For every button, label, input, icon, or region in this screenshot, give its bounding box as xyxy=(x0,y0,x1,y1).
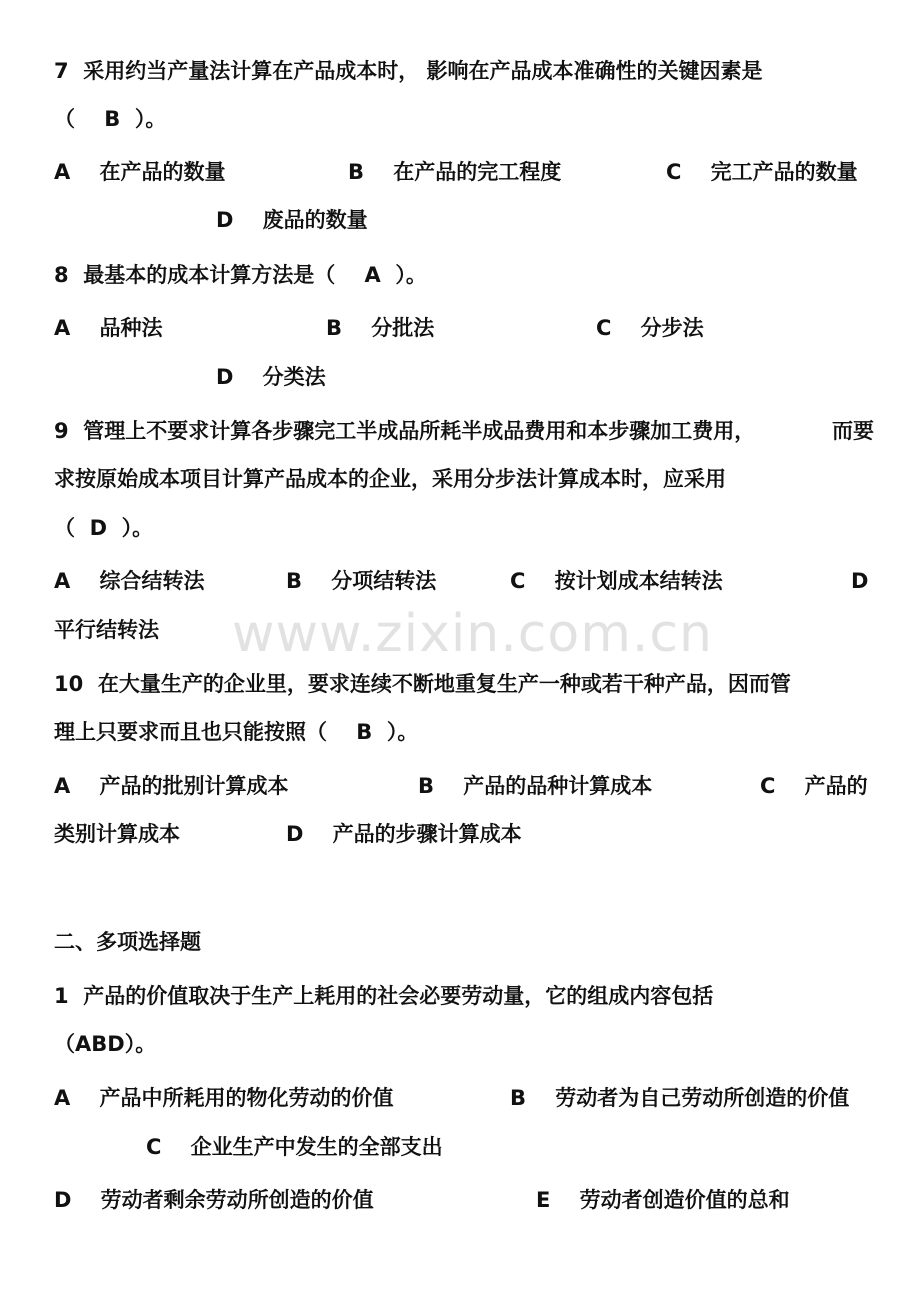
m1-option-c: C 企业生产中发生的全部支出 xyxy=(146,1135,443,1159)
section-heading-multiple-choice: 二、多项选择题 xyxy=(54,930,201,954)
q9-stem-line1: 9 管理上不要求计算各步骤完工半成品所耗半成品费用和本步骤加工费用， xyxy=(54,419,756,443)
q9-option-b: B 分项结转法 xyxy=(286,569,437,593)
q10-option-a: A 产品的批别计算成本 xyxy=(54,774,289,798)
q7-option-b: B 在产品的完工程度 xyxy=(348,160,562,184)
q10-option-c-continued: 类别计算成本 xyxy=(54,822,180,846)
watermark-text: www.zixin.com.cn xyxy=(232,604,713,664)
m1-option-d: D 劳动者剩余劳动所创造的价值 xyxy=(54,1188,374,1212)
m1-stem-line1: 1 产品的价值取决于生产上耗用的社会必要劳动量，它的组成内容包括 xyxy=(54,984,714,1008)
q9-stem-answer: （ D ）。 xyxy=(54,516,154,540)
q7-stem-answer: （ B ）。 xyxy=(54,107,167,131)
q8-stem: 8 最基本的成本计算方法是（ A ）。 xyxy=(54,263,427,287)
q9-option-d-letter: D xyxy=(851,569,869,593)
q7-option-a: A 在产品的数量 xyxy=(54,160,226,184)
q7-option-d: D 废品的数量 xyxy=(216,208,368,232)
q9-stem-line1-end: 而要 xyxy=(832,419,874,443)
m1-option-e: E 劳动者创造价值的总和 xyxy=(536,1188,790,1212)
q8-option-d: D 分类法 xyxy=(216,365,326,389)
q10-option-d: D 产品的步骤计算成本 xyxy=(286,822,522,846)
q7-stem-line1: 7 采用约当产量法计算在产品成本时， 影响在产品成本准确性的关键因素是 xyxy=(54,59,763,83)
q9-option-c: C 按计划成本结转法 xyxy=(510,569,723,593)
q7-option-c: C 完工产品的数量 xyxy=(666,160,858,184)
q9-stem-line2: 求按原始成本项目计算产品成本的企业，采用分步法计算成本时，应采用 xyxy=(54,467,726,491)
q10-option-c: C 产品的 xyxy=(760,774,868,798)
m1-option-a: A 产品中所耗用的物化劳动的价值 xyxy=(54,1086,394,1110)
q8-option-a: A 品种法 xyxy=(54,316,163,340)
q10-stem-line2: 理上只要求而且也只能按照（ B ）。 xyxy=(54,720,419,744)
m1-option-b: B 劳动者为自己劳动所创造的价值 xyxy=(510,1086,850,1110)
m1-stem-answer: （ABD）。 xyxy=(54,1032,157,1056)
q8-option-b: B 分批法 xyxy=(326,316,435,340)
q9-option-d-text: 平行结转法 xyxy=(54,618,159,642)
q9-option-a: A 综合结转法 xyxy=(54,569,205,593)
q8-option-c: C 分步法 xyxy=(596,316,704,340)
q10-option-b: B 产品的品种计算成本 xyxy=(418,774,653,798)
q10-stem-line1: 10 在大量生产的企业里，要求连续不断地重复生产一种或若干种产品，因而管 xyxy=(54,672,791,696)
